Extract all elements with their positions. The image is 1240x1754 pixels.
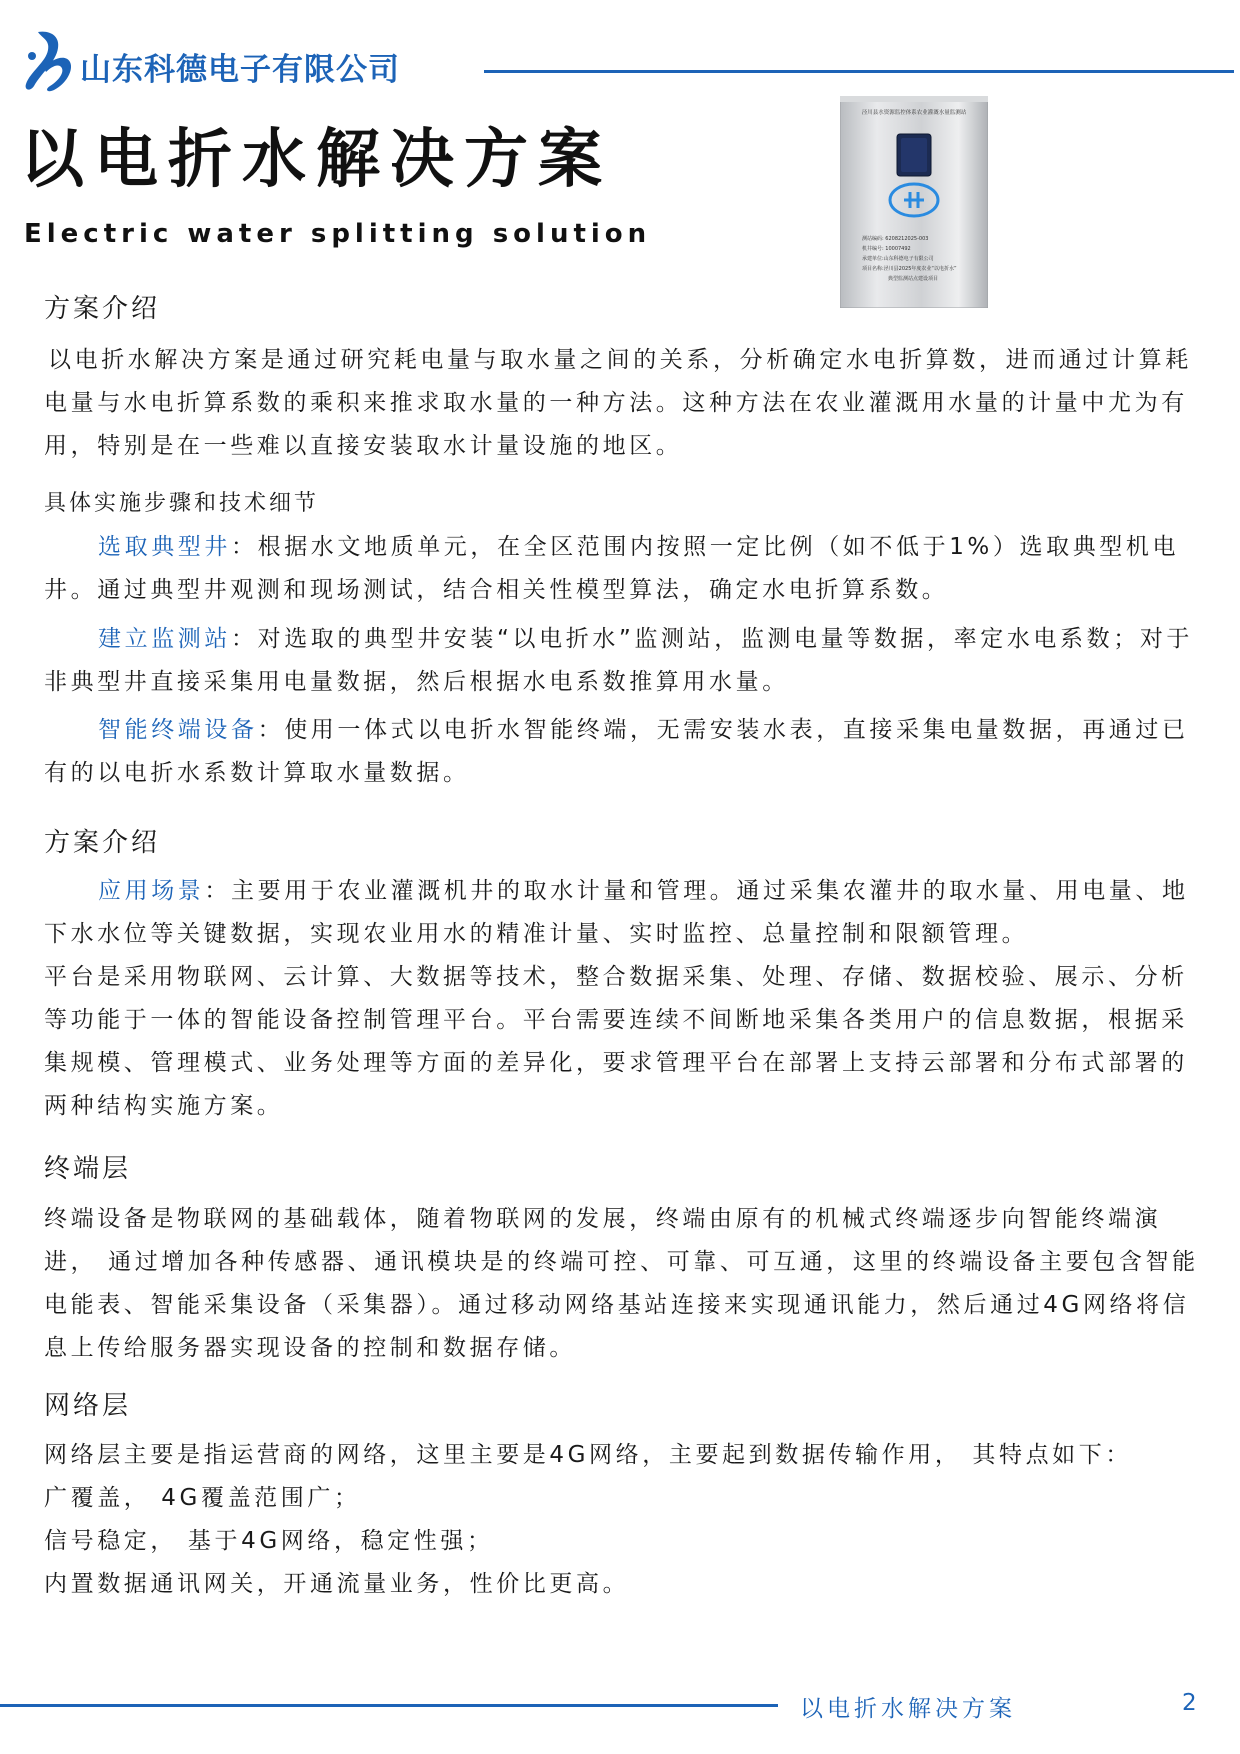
scenario-term: 应用场景: [98, 878, 205, 904]
network-list: [44, 1434, 1214, 1606]
device-info-line: 项目名称:泾川县2025年度农业“以电折水”: [862, 266, 957, 272]
device-info-line: 典型监测站点建设项目: [888, 276, 939, 282]
scenario-paragraph: [44, 870, 1214, 956]
step-build-station: [44, 618, 1214, 704]
page-subtitle: Electric water splitting solution: [24, 219, 652, 249]
page-number: 2: [1182, 1690, 1197, 1716]
scenario-text: ：主要用于农业灌溉机井的取水计量和管理。通过采集农灌井的取水量、用电量、地下水水位等关键数据，实现农业用水的精准计量、实时监控、总量控制和限额管理。: [44, 878, 1189, 947]
steps-heading: 具体实施步骤和技术细节: [44, 491, 320, 516]
device-info-line: 承建单位:山东科德电子有限公司: [862, 256, 934, 262]
step-text: ：使用一体式以电折水智能终端，无需安装水表，直接采集电量数据，再通过已有的以电折水系数计算取水量数据。: [44, 717, 1189, 786]
step-text: ：对选取的典型井安装“以电折水”监测站，监测电量等数据，率定水电系数；对于非典型井直接采集用电量数据，然后根据水电系数推算用水量。: [44, 626, 1194, 695]
section-heading-terminal: 终端层: [44, 1154, 132, 1184]
terminal-paragraph: 终端设备是物联网的基础载体，随着物联网的发展，终端由原有的机械式终端逐步向智能终端演进， 通过增加各种传感器、通讯模块是的终端可控、可靠、可互通，这里的终端设备主要包含智能电能表、智能采集设备（采集器）。通过移动网络基站连接来实现通讯能力，然后通过4G网络将信息上传给服务器实现设备的控制和数据存储。: [44, 1206, 1199, 1361]
device-info-line: 测站编码: 6208212025-003: [862, 236, 929, 242]
step-term: 建立监测站: [98, 626, 231, 652]
section-heading-intro: 方案介绍: [44, 294, 161, 324]
network-line: 内置数据通讯网关，开通流量业务，性价比更高。: [44, 1571, 630, 1597]
device-info-line: 机井编号: 10007492: [862, 246, 911, 252]
device-label-top: 泾川县水资源监控体系农业灌溉水量监测站: [861, 110, 967, 116]
company-name: 山东科德电子有限公司: [80, 52, 400, 88]
step-smart-terminal: [44, 709, 1214, 795]
page-title: 以电折水解决方案: [20, 123, 612, 197]
footer-title: 以电折水解决方案: [800, 1696, 1016, 1722]
network-line: 网络层主要是指运营商的网络，这里主要是4G网络，主要起到数据传输作用， 其特点如下：: [44, 1442, 1132, 1468]
section-heading-intro-2: 方案介绍: [44, 828, 161, 858]
footer-divider: [0, 1704, 778, 1707]
step-term: 智能终端设备: [98, 717, 258, 743]
network-line: 广覆盖， 4G覆盖范围广；: [44, 1485, 361, 1511]
step-term: 选取典型井: [98, 534, 231, 560]
monitoring-station-image: [840, 96, 988, 308]
company-logo-icon: [20, 28, 76, 96]
section-heading-network: 网络层: [44, 1391, 132, 1421]
platform-paragraph: 平台是采用物联网、云计算、大数据等技术，整合数据采集、处理、存储、数据校验、展示、分析等功能于一体的智能设备控制管理平台。平台需要连续不间断地采集各类用户的信息数据，根据采集规模、管理模式、业务处理等方面的差异化，要求管理平台在部署上支持云部署和分布式部署的两种结构实施方案。: [44, 964, 1188, 1119]
intro-paragraph: 以电折水解决方案是通过研究耗电量与取水量之间的关系，分析确定水电折算数，进而通过计算耗电量与水电折算系数的乘积来推求取水量的一种方法。这种方法在农业灌溉用水量的计量中尤为有用，特别是在一些难以直接安装取水计量设施的地区。: [44, 347, 1192, 459]
step-select-wells: [44, 526, 1214, 612]
network-line: 信号稳定， 基于4G网络，稳定性强；: [44, 1528, 494, 1554]
header-divider: [484, 70, 1234, 73]
step-text: ：根据水文地质单元，在全区范围内按照一定比例（如不低于1%）选取典型机电井。通过典型井观测和现场测试，结合相关性模型算法，确定水电折算系数。: [44, 534, 1180, 603]
